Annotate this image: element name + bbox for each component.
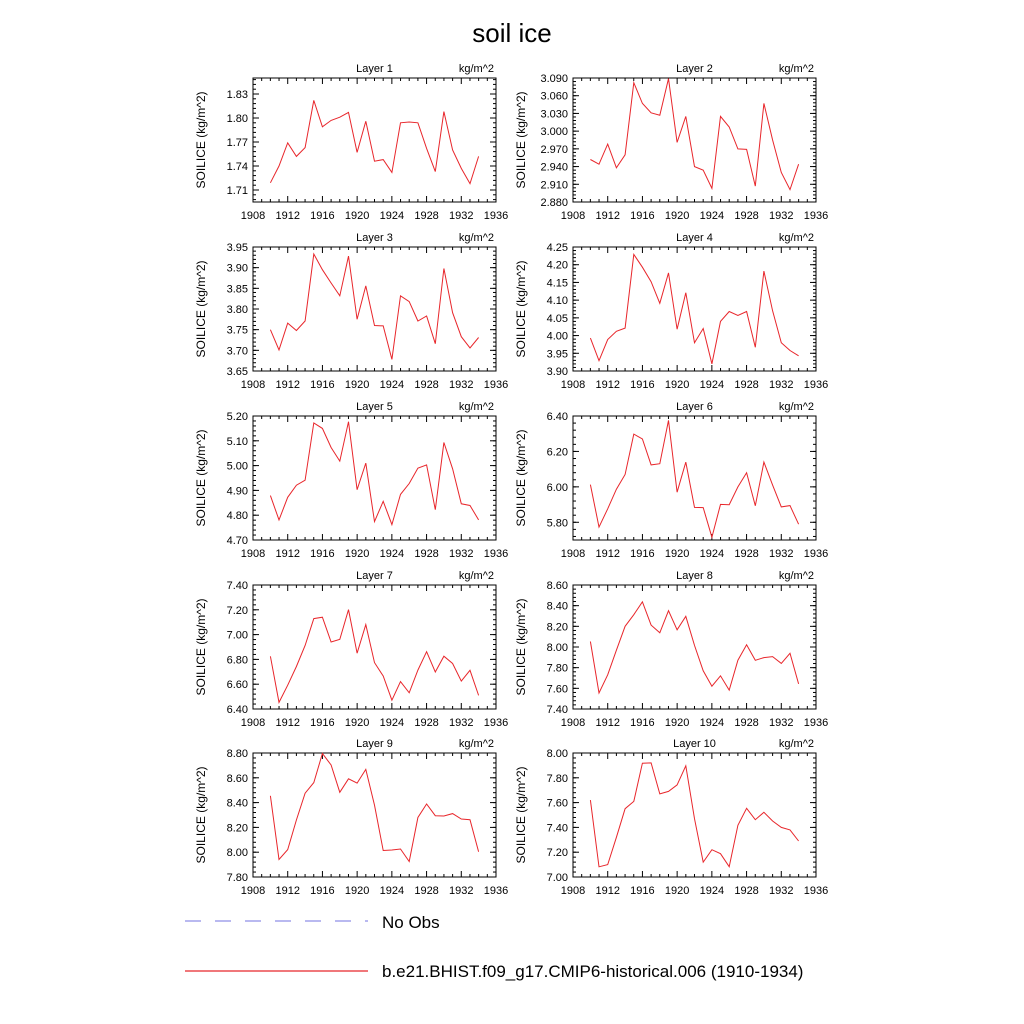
x-tick-label: 1924 xyxy=(699,548,725,560)
x-tick-label: 1928 xyxy=(414,717,439,729)
panel-layer-1 xyxy=(194,63,508,222)
x-tick-label: 1928 xyxy=(414,548,439,560)
y-tick-label: 2.970 xyxy=(540,143,568,156)
y-tick-label: 7.00 xyxy=(546,872,568,884)
y-tick-label: 7.60 xyxy=(546,683,568,696)
x-tick-label: 1936 xyxy=(483,379,509,391)
y-tick-label: 4.90 xyxy=(226,485,248,498)
plot-frame xyxy=(253,78,496,202)
y-axis-label: SOILICE (kg/m^2) xyxy=(514,598,528,696)
x-tick-label: 1928 xyxy=(734,885,759,897)
x-tick-label: 1916 xyxy=(310,379,335,391)
x-tick-label: 1912 xyxy=(595,379,620,391)
y-tick-label: 3.70 xyxy=(226,345,248,358)
x-tick-label: 1924 xyxy=(699,885,725,897)
y-tick-label: 1.80 xyxy=(226,113,248,125)
y-tick-label: 7.40 xyxy=(546,822,568,835)
y-axis-label: SOILICE (kg/m^2) xyxy=(194,598,208,696)
x-tick-label: 1936 xyxy=(483,210,509,222)
y-tick-label: 1.71 xyxy=(226,185,248,197)
y-tick-label: 2.880 xyxy=(540,197,568,209)
x-tick-label: 1920 xyxy=(344,379,370,391)
y-tick-label: 3.65 xyxy=(226,366,248,378)
panel-layer-2 xyxy=(514,63,828,222)
x-tick-label: 1920 xyxy=(664,885,690,897)
plot-frame xyxy=(253,247,496,371)
panel-units-label: kg/m^2 xyxy=(778,401,814,413)
x-tick-label: 1908 xyxy=(240,210,266,222)
y-tick-label: 3.95 xyxy=(226,242,248,254)
y-tick-label: 7.80 xyxy=(546,662,568,675)
y-tick-label: 6.60 xyxy=(226,679,248,692)
x-tick-label: 1936 xyxy=(803,379,829,391)
x-tick-label: 1928 xyxy=(414,885,439,897)
plot-frame xyxy=(573,416,816,540)
x-tick-label: 1924 xyxy=(699,717,725,729)
y-tick-label: 8.00 xyxy=(546,642,568,654)
y-tick-label: 7.80 xyxy=(546,772,568,785)
panel-units-label: kg/m^2 xyxy=(778,570,814,582)
x-tick-label: 1908 xyxy=(240,885,266,897)
x-tick-label: 1928 xyxy=(734,548,759,560)
y-tick-label: 4.00 xyxy=(546,330,568,343)
panel-title: Layer 5 xyxy=(356,401,393,413)
panel-title: Layer 7 xyxy=(356,570,393,582)
legend xyxy=(185,913,803,981)
series-line xyxy=(270,254,478,359)
y-tick-label: 8.40 xyxy=(546,600,568,613)
y-tick-label: 8.40 xyxy=(226,797,248,810)
x-tick-label: 1916 xyxy=(310,717,335,729)
x-tick-label: 1908 xyxy=(560,548,586,560)
x-tick-label: 1920 xyxy=(344,717,370,729)
y-tick-label: 4.05 xyxy=(546,312,568,325)
x-tick-label: 1932 xyxy=(769,379,794,391)
y-axis-label: SOILICE (kg/m^2) xyxy=(514,91,528,189)
y-tick-label: 7.00 xyxy=(226,629,248,642)
x-tick-label: 1936 xyxy=(483,885,509,897)
y-tick-label: 1.77 xyxy=(226,137,248,149)
x-tick-label: 1908 xyxy=(560,379,586,391)
x-tick-label: 1912 xyxy=(595,717,620,729)
y-tick-label: 6.20 xyxy=(546,446,568,459)
y-tick-label: 4.20 xyxy=(546,259,568,272)
x-tick-label: 1924 xyxy=(379,717,405,729)
y-axis-label: SOILICE (kg/m^2) xyxy=(194,91,208,189)
x-tick-label: 1924 xyxy=(379,379,405,391)
y-axis-label: SOILICE (kg/m^2) xyxy=(194,766,208,864)
x-tick-label: 1932 xyxy=(449,379,474,391)
series-line xyxy=(270,422,478,525)
x-tick-label: 1916 xyxy=(310,548,335,560)
y-tick-label: 1.83 xyxy=(226,89,248,101)
y-tick-label: 8.00 xyxy=(226,847,248,860)
x-tick-label: 1920 xyxy=(344,885,370,897)
panel-units-label: kg/m^2 xyxy=(458,232,494,244)
panel-layer-5 xyxy=(194,401,508,560)
y-tick-label: 4.10 xyxy=(546,295,568,308)
x-tick-label: 1912 xyxy=(275,885,300,897)
x-tick-label: 1908 xyxy=(560,210,586,222)
y-axis-label: SOILICE (kg/m^2) xyxy=(194,429,208,527)
x-tick-label: 1936 xyxy=(803,717,829,729)
panel-layer-6 xyxy=(514,401,828,560)
y-tick-label: 3.030 xyxy=(540,108,568,121)
x-tick-label: 1920 xyxy=(344,210,370,222)
plot-frame xyxy=(573,78,816,202)
panel-layer-9 xyxy=(194,738,508,897)
x-tick-label: 1932 xyxy=(769,717,794,729)
panel-title: Layer 1 xyxy=(356,63,393,75)
x-tick-label: 1924 xyxy=(379,210,405,222)
x-tick-label: 1920 xyxy=(664,379,690,391)
panel-units-label: kg/m^2 xyxy=(458,738,494,750)
panel-title: Layer 10 xyxy=(673,738,716,750)
x-tick-label: 1936 xyxy=(803,548,829,560)
x-tick-label: 1936 xyxy=(803,885,829,897)
x-tick-label: 1924 xyxy=(699,210,725,222)
y-tick-label: 8.20 xyxy=(226,822,248,835)
series-line xyxy=(270,100,478,183)
x-tick-label: 1928 xyxy=(734,210,759,222)
panel-title: Layer 9 xyxy=(356,738,393,750)
y-axis-label: SOILICE (kg/m^2) xyxy=(514,429,528,527)
legend-no-obs-label: No Obs xyxy=(382,913,440,932)
panel-layer-8 xyxy=(514,570,828,729)
y-tick-label: 4.70 xyxy=(226,535,248,547)
y-tick-label: 4.80 xyxy=(226,510,248,523)
panel-layer-10 xyxy=(514,738,828,897)
y-tick-label: 8.60 xyxy=(546,580,568,592)
x-tick-label: 1920 xyxy=(344,548,370,560)
y-tick-label: 7.20 xyxy=(546,847,568,860)
x-tick-label: 1908 xyxy=(560,717,586,729)
x-tick-label: 1916 xyxy=(630,210,655,222)
x-tick-label: 1932 xyxy=(769,210,794,222)
y-tick-label: 8.20 xyxy=(546,621,568,634)
x-tick-label: 1920 xyxy=(664,210,690,222)
panel-title: Layer 3 xyxy=(356,232,393,244)
x-tick-label: 1916 xyxy=(310,885,335,897)
x-tick-label: 1916 xyxy=(630,548,655,560)
x-tick-label: 1912 xyxy=(595,548,620,560)
panel-units-label: kg/m^2 xyxy=(458,401,494,413)
y-tick-label: 3.75 xyxy=(226,324,248,337)
y-tick-label: 3.000 xyxy=(540,126,568,139)
y-axis-label: SOILICE (kg/m^2) xyxy=(514,766,528,864)
series-line xyxy=(590,254,798,364)
x-tick-label: 1912 xyxy=(595,210,620,222)
panel-layer-7 xyxy=(194,570,508,729)
series-line xyxy=(590,420,798,537)
plot-frame xyxy=(573,247,816,371)
x-tick-label: 1920 xyxy=(664,548,690,560)
series-line xyxy=(590,79,798,190)
figure-title: soil ice xyxy=(472,18,552,48)
y-tick-label: 4.15 xyxy=(546,277,568,290)
y-tick-label: 7.80 xyxy=(226,872,248,884)
y-tick-label: 2.940 xyxy=(540,161,568,174)
x-tick-label: 1936 xyxy=(483,717,509,729)
y-tick-label: 6.00 xyxy=(546,481,568,494)
y-tick-label: 5.20 xyxy=(226,411,248,423)
x-tick-label: 1932 xyxy=(449,885,474,897)
x-tick-label: 1936 xyxy=(483,548,509,560)
x-tick-label: 1928 xyxy=(414,379,439,391)
x-tick-label: 1924 xyxy=(379,885,405,897)
x-tick-label: 1916 xyxy=(310,210,335,222)
y-tick-label: 6.40 xyxy=(226,704,248,716)
y-tick-label: 1.74 xyxy=(226,161,248,173)
series-line xyxy=(590,602,798,693)
x-tick-label: 1912 xyxy=(275,717,300,729)
y-axis-label: SOILICE (kg/m^2) xyxy=(194,260,208,358)
x-tick-label: 1908 xyxy=(240,379,266,391)
x-tick-label: 1908 xyxy=(240,548,266,560)
y-tick-label: 7.60 xyxy=(546,797,568,810)
y-tick-label: 5.00 xyxy=(226,460,248,473)
x-tick-label: 1924 xyxy=(699,379,725,391)
x-tick-label: 1912 xyxy=(275,210,300,222)
panel-units-label: kg/m^2 xyxy=(778,232,814,244)
series-line xyxy=(270,754,478,862)
x-tick-label: 1932 xyxy=(449,717,474,729)
y-tick-label: 3.85 xyxy=(226,283,248,296)
y-tick-label: 8.60 xyxy=(226,772,248,785)
y-tick-label: 4.25 xyxy=(546,242,568,254)
x-tick-label: 1932 xyxy=(449,210,474,222)
y-tick-label: 3.060 xyxy=(540,90,568,103)
y-tick-label: 6.40 xyxy=(546,411,568,423)
plot-frame xyxy=(253,585,496,709)
y-tick-label: 8.00 xyxy=(546,748,568,760)
plot-frame xyxy=(573,585,816,709)
y-tick-label: 3.090 xyxy=(540,73,568,85)
x-tick-label: 1936 xyxy=(803,210,829,222)
y-tick-label: 7.40 xyxy=(546,704,568,716)
x-tick-label: 1928 xyxy=(414,210,439,222)
x-tick-label: 1908 xyxy=(240,717,266,729)
panel-units-label: kg/m^2 xyxy=(778,63,814,75)
x-tick-label: 1912 xyxy=(275,379,300,391)
x-tick-label: 1916 xyxy=(630,885,655,897)
x-tick-label: 1924 xyxy=(379,548,405,560)
x-tick-label: 1920 xyxy=(664,717,690,729)
panel-layer-3 xyxy=(194,232,508,391)
y-tick-label: 3.95 xyxy=(546,348,568,361)
x-tick-label: 1916 xyxy=(630,717,655,729)
series-line xyxy=(590,763,798,867)
plot-frame xyxy=(253,753,496,877)
y-axis-label: SOILICE (kg/m^2) xyxy=(514,260,528,358)
x-tick-label: 1932 xyxy=(769,548,794,560)
panel-title: Layer 8 xyxy=(676,570,713,582)
panel-layer-4 xyxy=(514,232,828,391)
panel-title: Layer 6 xyxy=(676,401,713,413)
x-tick-label: 1916 xyxy=(630,379,655,391)
panel-units-label: kg/m^2 xyxy=(778,738,814,750)
x-tick-label: 1928 xyxy=(734,717,759,729)
y-tick-label: 3.90 xyxy=(226,262,248,275)
panel-title: Layer 4 xyxy=(676,232,713,244)
x-tick-label: 1912 xyxy=(275,548,300,560)
y-tick-label: 6.80 xyxy=(226,654,248,667)
y-tick-label: 5.10 xyxy=(226,435,248,448)
y-tick-label: 5.80 xyxy=(546,517,568,530)
y-tick-label: 3.80 xyxy=(226,304,248,316)
y-tick-label: 2.910 xyxy=(540,179,568,192)
panel-units-label: kg/m^2 xyxy=(458,570,494,582)
y-tick-label: 8.80 xyxy=(226,748,248,760)
panel-title: Layer 2 xyxy=(676,63,713,75)
series-line xyxy=(270,610,478,703)
y-tick-label: 3.90 xyxy=(546,366,568,378)
legend-model-label: b.e21.BHIST.f09_g17.CMIP6-historical.006 (1910-1934) xyxy=(382,962,804,981)
x-tick-label: 1928 xyxy=(734,379,759,391)
x-tick-label: 1932 xyxy=(449,548,474,560)
panel-units-label: kg/m^2 xyxy=(458,63,494,75)
x-tick-label: 1912 xyxy=(595,885,620,897)
x-tick-label: 1932 xyxy=(769,885,794,897)
panels-group xyxy=(194,63,828,897)
y-tick-label: 7.20 xyxy=(226,604,248,617)
x-tick-label: 1908 xyxy=(560,885,586,897)
y-tick-label: 7.40 xyxy=(226,580,248,592)
